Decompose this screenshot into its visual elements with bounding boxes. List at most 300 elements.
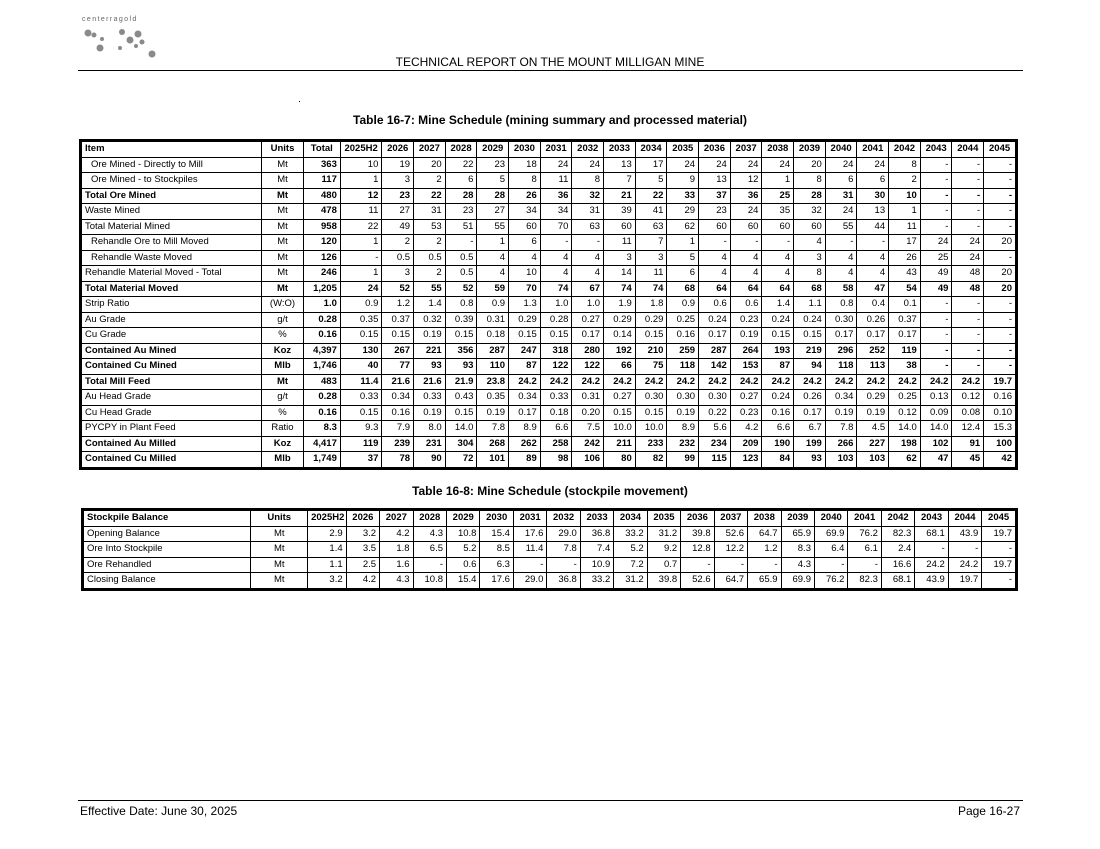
table-row — [82, 328, 1016, 344]
table-cell: - — [952, 204, 984, 220]
table-cell: 37 — [699, 188, 731, 204]
table1-header-row — [82, 142, 1016, 158]
table-cell: 62 — [667, 219, 699, 235]
column-header: 2036 — [681, 511, 714, 527]
table-cell: 247 — [509, 343, 541, 359]
table-cell: 1 — [340, 235, 382, 251]
table-cell: 287 — [477, 343, 509, 359]
table-cell: 24 — [340, 281, 382, 297]
header-rule — [78, 70, 1023, 71]
table-cell: 64 — [762, 281, 794, 297]
column-header: 2033 — [580, 511, 613, 527]
table-cell: 10.8 — [447, 526, 480, 542]
table-cell: 0.39 — [445, 312, 477, 328]
table-row — [82, 452, 1016, 468]
table-cell: 0.9 — [477, 297, 509, 313]
table-cell: 259 — [667, 343, 699, 359]
table-cell: 4 — [825, 266, 857, 282]
table-cell: 70 — [509, 281, 541, 297]
table-row — [82, 374, 1016, 390]
table-cell: 0.43 — [445, 390, 477, 406]
table-cell: 21.6 — [382, 374, 414, 390]
table-cell: - — [920, 343, 952, 359]
table-cell: 4 — [730, 250, 762, 266]
table-cell: 0.35 — [477, 390, 509, 406]
table-cell: 0.17 — [572, 328, 604, 344]
table-row — [84, 557, 1016, 573]
row-units: Mt — [262, 250, 304, 266]
table-cell: 55 — [477, 219, 509, 235]
table-cell: 51 — [445, 219, 477, 235]
table-cell: 0.12 — [889, 405, 921, 421]
table-cell: - — [984, 312, 1016, 328]
table-cell: 4 — [762, 266, 794, 282]
table-cell: 227 — [857, 436, 889, 452]
column-header: 2036 — [699, 142, 731, 158]
table-cell: 24 — [667, 157, 699, 173]
table-cell: - — [340, 250, 382, 266]
table-cell: 1.8 — [635, 297, 667, 313]
row-label: Waste Mined — [82, 204, 262, 220]
table-cell: 4.2 — [380, 526, 413, 542]
table-cell: 64.7 — [748, 526, 781, 542]
table-cell: 266 — [825, 436, 857, 452]
table-cell: - — [984, 157, 1016, 173]
table-cell: 23 — [477, 157, 509, 173]
table-cell: - — [952, 312, 984, 328]
table-cell: 2.5 — [346, 557, 379, 573]
table-cell: 7.8 — [547, 542, 580, 558]
table-cell: 72 — [445, 452, 477, 468]
table-cell: 53 — [414, 219, 446, 235]
row-label: Rehandle Waste Moved — [82, 250, 262, 266]
table-cell: 5 — [667, 250, 699, 266]
table-cell: 0.27 — [604, 390, 636, 406]
table-cell: 4 — [762, 250, 794, 266]
table-cell: 16.6 — [881, 557, 914, 573]
table-cell: 193 — [762, 343, 794, 359]
table-cell: 1.4 — [308, 542, 347, 558]
table-cell: 29 — [667, 204, 699, 220]
table-cell: 24.2 — [857, 374, 889, 390]
table-cell: 0.19 — [825, 405, 857, 421]
row-total: 1,205 — [303, 281, 340, 297]
table-cell: - — [984, 219, 1016, 235]
table-cell: - — [952, 359, 984, 375]
table-row — [82, 312, 1016, 328]
table-cell: 4.3 — [413, 526, 446, 542]
table-cell: 24 — [920, 235, 952, 251]
row-units: % — [262, 328, 304, 344]
table-cell: 318 — [540, 343, 572, 359]
table-cell: 36 — [730, 188, 762, 204]
column-header: 2034 — [635, 142, 667, 158]
table-row — [82, 219, 1016, 235]
table-cell: 2 — [382, 235, 414, 251]
column-header: 2030 — [480, 511, 513, 527]
table-cell: 26 — [889, 250, 921, 266]
table-cell: 267 — [382, 343, 414, 359]
row-label: Cu Head Grade — [82, 405, 262, 421]
column-header: 2037 — [730, 142, 762, 158]
table-row — [82, 405, 1016, 421]
table-cell: 32 — [572, 188, 604, 204]
table-cell: 52 — [445, 281, 477, 297]
column-header: Item — [82, 142, 262, 158]
table-cell: 24 — [699, 157, 731, 173]
table-cell: 28 — [794, 188, 826, 204]
table-cell: 4 — [572, 266, 604, 282]
column-header: 2026 — [346, 511, 379, 527]
column-header: 2045 — [984, 142, 1016, 158]
table-cell: 15.4 — [480, 526, 513, 542]
table-cell: 68 — [667, 281, 699, 297]
table-cell: 60 — [762, 219, 794, 235]
table-cell: 296 — [825, 343, 857, 359]
table-cell: 1.0 — [540, 297, 572, 313]
table-cell: 21.6 — [414, 374, 446, 390]
table-row — [82, 421, 1016, 437]
row-label: Strip Ratio — [82, 297, 262, 313]
table-cell: 6 — [825, 173, 857, 189]
row-label: Ore Into Stockpile — [84, 542, 251, 558]
table-cell: 4 — [540, 266, 572, 282]
table-cell: 0.24 — [699, 312, 731, 328]
table-cell: - — [984, 173, 1016, 189]
table-cell: - — [984, 250, 1016, 266]
table-cell: 0.22 — [699, 405, 731, 421]
row-label: Total Ore Mined — [82, 188, 262, 204]
column-header: 2043 — [915, 511, 948, 527]
table-row — [82, 204, 1016, 220]
table-cell: 24.2 — [699, 374, 731, 390]
table-cell: 0.15 — [340, 405, 382, 421]
table-cell: 0.30 — [699, 390, 731, 406]
table-cell: 63 — [635, 219, 667, 235]
table-cell: 0.16 — [984, 390, 1016, 406]
page-number: Page 16-27 — [957, 804, 1020, 818]
table-cell: 0.16 — [762, 405, 794, 421]
table-cell: 35 — [762, 204, 794, 220]
table-row — [82, 173, 1016, 189]
table-cell: 33.2 — [614, 526, 647, 542]
table-cell: 77 — [382, 359, 414, 375]
table-cell: 18 — [509, 157, 541, 173]
table-cell: 64 — [730, 281, 762, 297]
column-header: 2032 — [547, 511, 580, 527]
table-cell: 21 — [604, 188, 636, 204]
row-units: Mt — [262, 173, 304, 189]
column-header: 2037 — [714, 511, 747, 527]
table-cell: 3 — [382, 173, 414, 189]
table-cell: 0.7 — [647, 557, 680, 573]
table-cell: 0.19 — [477, 405, 509, 421]
table-cell: 0.20 — [572, 405, 604, 421]
table-cell: 76.2 — [848, 526, 881, 542]
table-cell: 24.2 — [667, 374, 699, 390]
table-cell: 0.29 — [857, 390, 889, 406]
table-cell: 10.0 — [635, 421, 667, 437]
row-label: Au Grade — [82, 312, 262, 328]
table-cell: 7.4 — [580, 542, 613, 558]
table-cell: 12.8 — [681, 542, 714, 558]
row-units: Ratio — [262, 421, 304, 437]
row-total: 363 — [303, 157, 340, 173]
table-cell: 1 — [667, 235, 699, 251]
table-cell: 1.6 — [380, 557, 413, 573]
table-cell: 24 — [540, 157, 572, 173]
table-cell: 3 — [794, 250, 826, 266]
row-total: 4,397 — [303, 343, 340, 359]
table-cell: 8 — [889, 157, 921, 173]
table-cell: 87 — [762, 359, 794, 375]
table-cell: 63 — [572, 219, 604, 235]
row-total: 1.0 — [303, 297, 340, 313]
table-cell: 69.9 — [781, 573, 814, 589]
table-cell: 304 — [445, 436, 477, 452]
table-cell: 20 — [984, 235, 1016, 251]
table-cell: 91 — [952, 436, 984, 452]
table-cell: - — [984, 328, 1016, 344]
table-cell: 69.9 — [814, 526, 847, 542]
table-cell: 4 — [477, 266, 509, 282]
table-cell: 17.6 — [513, 526, 546, 542]
mine-schedule-table — [81, 141, 1016, 468]
table-cell: - — [915, 542, 948, 558]
table-cell: 0.14 — [604, 328, 636, 344]
table-cell: 0.16 — [382, 405, 414, 421]
table-cell: 0.9 — [340, 297, 382, 313]
row-total: 478 — [303, 204, 340, 220]
table-cell: - — [857, 235, 889, 251]
table-cell: 153 — [730, 359, 762, 375]
logo-text: centerragold — [82, 16, 138, 23]
table-cell: - — [920, 188, 952, 204]
table-cell: 68.1 — [881, 573, 914, 589]
table-cell: 0.24 — [794, 312, 826, 328]
column-header: 2038 — [748, 511, 781, 527]
table-cell: 8 — [794, 173, 826, 189]
table-cell: 356 — [445, 343, 477, 359]
table-cell: 74 — [604, 281, 636, 297]
row-units: Mt — [262, 157, 304, 173]
table-cell: 3 — [382, 266, 414, 282]
column-header: 2029 — [447, 511, 480, 527]
table-cell: 13 — [699, 173, 731, 189]
table-cell: 103 — [857, 452, 889, 468]
table-cell: - — [984, 188, 1016, 204]
table-cell: 115 — [699, 452, 731, 468]
row-units: Mt — [251, 573, 308, 589]
table-cell: 6 — [857, 173, 889, 189]
table-cell: 9 — [667, 173, 699, 189]
table-cell: 60 — [699, 219, 731, 235]
table-cell: 60 — [604, 219, 636, 235]
table-cell: 0.6 — [447, 557, 480, 573]
table-cell: 122 — [540, 359, 572, 375]
table-cell: 0.6 — [699, 297, 731, 313]
table-cell: 14.0 — [920, 421, 952, 437]
table-cell: 0.15 — [340, 328, 382, 344]
table-cell: - — [984, 359, 1016, 375]
table-cell: 0.17 — [699, 328, 731, 344]
row-label: Cu Grade — [82, 328, 262, 344]
table-cell: 74 — [635, 281, 667, 297]
table-cell: - — [952, 157, 984, 173]
column-header: 2039 — [781, 511, 814, 527]
table-cell: 68.1 — [915, 526, 948, 542]
table-cell: - — [984, 297, 1016, 313]
column-header: Total — [303, 142, 340, 158]
row-total: 958 — [303, 219, 340, 235]
table-row — [84, 526, 1016, 542]
table-cell: 24.2 — [825, 374, 857, 390]
report-title: TECHNICAL REPORT ON THE MOUNT MILLIGAN MINE — [395, 55, 705, 69]
table-cell: 99 — [667, 452, 699, 468]
table-cell: 123 — [730, 452, 762, 468]
table-cell: 3.2 — [308, 573, 347, 589]
table-cell: 24 — [825, 204, 857, 220]
row-units: Mlb — [262, 452, 304, 468]
table-cell: 90 — [414, 452, 446, 468]
table-cell: 0.29 — [604, 312, 636, 328]
row-units: Mt — [262, 281, 304, 297]
table-cell: 54 — [889, 281, 921, 297]
table-cell: 122 — [572, 359, 604, 375]
table-cell: 232 — [667, 436, 699, 452]
table-cell: 1.2 — [382, 297, 414, 313]
row-label: Contained Cu Mined — [82, 359, 262, 375]
table-cell: 24.2 — [920, 374, 952, 390]
table-cell: 24.2 — [509, 374, 541, 390]
column-header: 2034 — [614, 511, 647, 527]
table-cell: 65.9 — [781, 526, 814, 542]
column-header: 2033 — [604, 142, 636, 158]
table-cell: 2 — [414, 266, 446, 282]
table-cell: - — [920, 297, 952, 313]
table-cell: 11.4 — [340, 374, 382, 390]
table-cell: 0.28 — [540, 312, 572, 328]
table-cell: 1.3 — [509, 297, 541, 313]
table-cell: 1.0 — [572, 297, 604, 313]
table-cell: - — [730, 235, 762, 251]
table-cell: 100 — [984, 436, 1016, 452]
row-units: g/t — [262, 312, 304, 328]
table-cell: 6 — [667, 266, 699, 282]
table-cell: 39 — [604, 204, 636, 220]
table-cell: 0.15 — [762, 328, 794, 344]
table-cell: 24 — [857, 157, 889, 173]
table-cell: 14.0 — [445, 421, 477, 437]
table-cell: 0.33 — [414, 390, 446, 406]
row-label: PYCPY in Plant Feed — [82, 421, 262, 437]
table-cell: 24 — [952, 235, 984, 251]
table-cell: 82 — [635, 452, 667, 468]
row-label: Ore Mined - Directly to Mill — [82, 157, 262, 173]
column-header: 2028 — [445, 142, 477, 158]
table-cell: 0.30 — [667, 390, 699, 406]
table-cell: 4.2 — [346, 573, 379, 589]
row-total: 0.28 — [303, 312, 340, 328]
table-cell: 0.34 — [382, 390, 414, 406]
footer-rule — [78, 800, 1023, 801]
column-header: 2040 — [825, 142, 857, 158]
row-label: Ore Rehandled — [84, 557, 251, 573]
table-cell: 80 — [604, 452, 636, 468]
table-cell: 49 — [920, 266, 952, 282]
table-cell: 1.4 — [762, 297, 794, 313]
table-cell: 24.2 — [604, 374, 636, 390]
table-cell: 211 — [604, 436, 636, 452]
table-cell: 7.8 — [477, 421, 509, 437]
table-cell: - — [762, 235, 794, 251]
row-label: Contained Au Mined — [82, 343, 262, 359]
table-cell: 45 — [952, 452, 984, 468]
table-cell: 55 — [414, 281, 446, 297]
table2-caption: Table 16-8: Mine Schedule (stockpile movement) — [412, 484, 688, 498]
table-cell: 33.2 — [580, 573, 613, 589]
table-cell: 8 — [572, 173, 604, 189]
table-cell: 0.17 — [857, 328, 889, 344]
table-cell: 113 — [857, 359, 889, 375]
column-header: 2042 — [889, 142, 921, 158]
table-cell: 199 — [794, 436, 826, 452]
table-cell: 119 — [889, 343, 921, 359]
table-cell: 11 — [889, 219, 921, 235]
table-cell: 1 — [762, 173, 794, 189]
column-header: 2027 — [380, 511, 413, 527]
table-cell: 0.32 — [414, 312, 446, 328]
row-label: Ore Mined - to Stockpiles — [82, 173, 262, 189]
table-cell: 59 — [477, 281, 509, 297]
table-cell: 52.6 — [681, 573, 714, 589]
table-cell: 233 — [635, 436, 667, 452]
table-cell: - — [681, 557, 714, 573]
table-cell: 0.23 — [730, 405, 762, 421]
column-header: 2026 — [382, 142, 414, 158]
table-cell: 24.2 — [572, 374, 604, 390]
table-cell: 0.25 — [889, 390, 921, 406]
table-cell: 0.15 — [445, 405, 477, 421]
table-cell: 52 — [382, 281, 414, 297]
row-units: % — [262, 405, 304, 421]
table-cell: 231 — [414, 436, 446, 452]
table-cell: 52.6 — [714, 526, 747, 542]
table-cell: 0.4 — [857, 297, 889, 313]
table-cell: 66 — [604, 359, 636, 375]
table-cell: 22 — [340, 219, 382, 235]
column-header: 2025H2 — [340, 142, 382, 158]
row-total: 0.16 — [303, 328, 340, 344]
table-cell: 110 — [477, 359, 509, 375]
table-cell: 287 — [699, 343, 731, 359]
column-header: 2029 — [477, 142, 509, 158]
table-cell: - — [920, 204, 952, 220]
table-cell: 2.4 — [881, 542, 914, 558]
table-cell: 0.9 — [667, 297, 699, 313]
table-cell: - — [699, 235, 731, 251]
stockpile-table — [83, 510, 1016, 589]
table-cell: - — [952, 328, 984, 344]
table-cell: 0.37 — [382, 312, 414, 328]
table-cell: 12.4 — [952, 421, 984, 437]
table-cell: 7.5 — [572, 421, 604, 437]
table-cell: 27 — [477, 204, 509, 220]
table-cell: 12.2 — [714, 542, 747, 558]
table-cell: 8.9 — [509, 421, 541, 437]
table-cell: 0.25 — [667, 312, 699, 328]
table-cell: 24 — [825, 157, 857, 173]
